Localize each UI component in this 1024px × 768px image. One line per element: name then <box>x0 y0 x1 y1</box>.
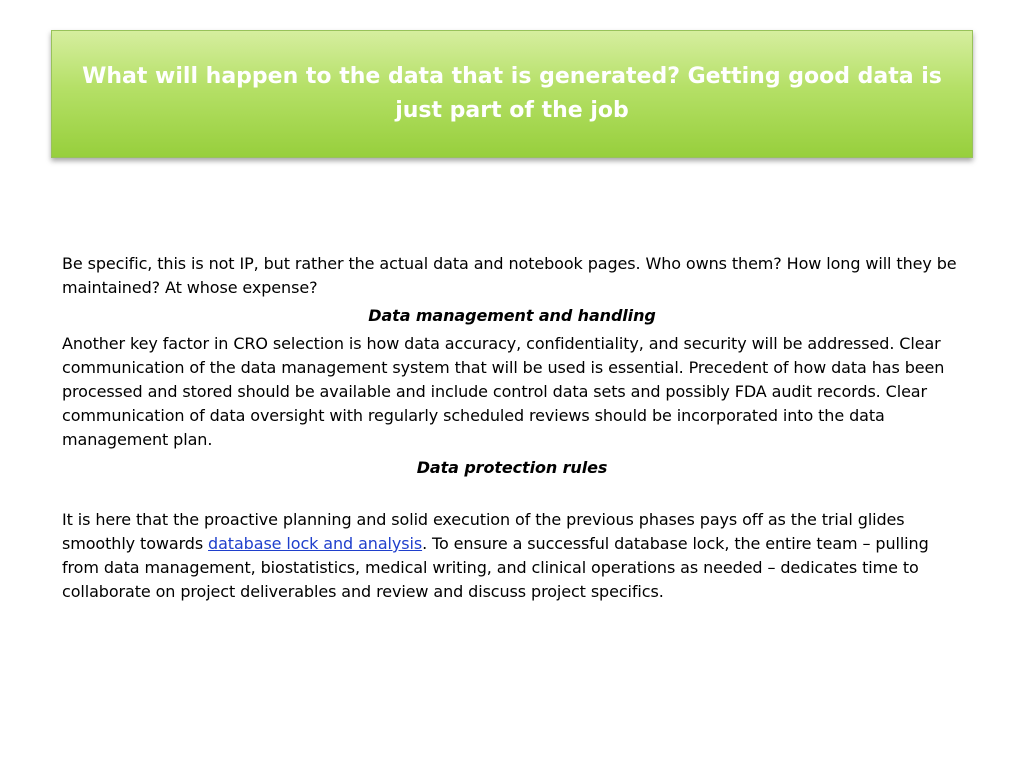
slide-body <box>62 252 962 608</box>
intro-paragraph: Be specific, this is not IP, but rather the actual data and notebook pages. Who owns them? How long will they be maintained? At whose expense? <box>62 254 957 297</box>
slide-title: What will happen to the data that is generated? Getting good data is just part of the job <box>82 64 942 123</box>
data-management-paragraph: Another key factor in CRO selection is how data accuracy, confidentiality, and security will be addressed. Clear communication of the data management system that will be used is essential. Precedent of how data has been processed and stored should be available and include control data sets and possibly FDA audit records. Clear communication of data oversight with regularly scheduled reviews should be incorporated into the data management plan. <box>62 334 945 449</box>
database-lock-link[interactable]: database lock and analysis <box>208 534 423 553</box>
data-protection-paragraph <box>62 508 962 604</box>
title-banner <box>51 30 973 158</box>
protection-text-before-link: It is here that the proactive planning and solid execution of the previous phases pays off as the trial glides smoothly towards <box>62 510 905 553</box>
protection-text-after-link: . To ensure a successful database lock, the entire team – pulling from data management, biostatistics, medical writing, and clinical operations as needed – dedicates time to collaborate on project deliverables and review and discuss project specifics. <box>62 534 929 601</box>
heading-data-management: Data management and handling <box>368 306 656 325</box>
paragraph-spacer <box>62 484 962 508</box>
heading-data-protection: Data protection rules <box>416 458 608 477</box>
